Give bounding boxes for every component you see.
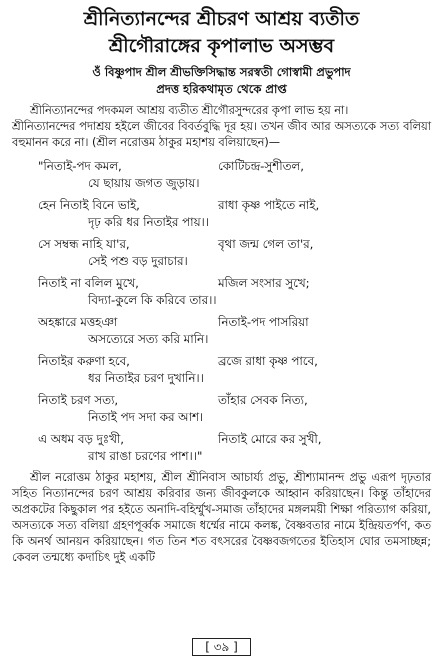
poem-line-left: অহঙ্কারে মত্তহঞা <box>38 315 118 329</box>
poem-stanza <box>12 314 431 348</box>
author-line: ওঁ বিষ্ণুপাদ শ্রীল শ্রীভক্তিসিদ্ধান্ত সরস্বতী গোস্বামী প্রভুপাদ <box>92 65 351 79</box>
intro-paragraph: শ্রীনিত্যানন্দের পদাশ্রয় হইলে জীবের বিবর্তবুদ্ধি দূর হয়। তখন জীব আর অসত্যকে সত্য বলিয়া বহুমানন করে না। (শ্রীল নরোত্তম ঠাকুর মহাশয় বলিয়াছেন)— <box>12 120 431 149</box>
article-title-line-1: শ্রীনিত্যানন্দের শ্রীচরণ আশ্রয় ব্যতীত <box>83 8 360 30</box>
article-title-line-2: শ্রীগৌরাঙ্গের কৃপালাভ অসম্ভব <box>108 35 335 57</box>
poem-line-left: নিতাইর করুণা হবে, <box>38 354 130 368</box>
intro-paragraph: শ্রীনিত্যানন্দের পদকমল আশ্রয় ব্যতীত শ্রীগৌরসুন্দরের কৃপা লাভ হয় না। <box>30 104 349 117</box>
poem-stanza <box>12 392 431 426</box>
poem-stanza <box>12 236 431 270</box>
poem-line-right: ব্রজে রাধা কৃষ্ণ পাবে, <box>218 354 318 368</box>
poem-line-left: "নিতাই-পদ কমল, <box>38 159 122 173</box>
page-number-label: [ ৩৯ ] <box>192 638 251 656</box>
intro-text <box>12 103 431 151</box>
poem-stanza <box>12 353 431 387</box>
poem-line-right: বৃথা জন্ম গেল তা'র, <box>218 237 314 251</box>
source-line: প্রদত্ত হরিকথামৃত থেকে প্রাপ্ত <box>156 82 287 96</box>
closing-text <box>12 470 431 566</box>
poem-line-center: রাখ রাঙা চরণের পাশ।।" <box>88 449 203 463</box>
poem-line-center: নিতাই পদ সদা কর আশ। <box>88 410 204 424</box>
poem-line-left: এ অধম বড় দুঃখী, <box>38 432 124 446</box>
closing-paragraph: শ্রীল নরোত্তম ঠাকুর মহাশয়, শ্রীল শ্রীনিবাস আচার্য্য প্রভু, শ্রীশ্যামানন্দ প্রভু এরূপ দৃঢ়তার সহিত নিত্যানন্দের চরণ আশ্রয় করিবার জন্য জীবকুলকে আহ্বান করিয়াছেন। কিন্তু তাঁহাদের অপ্রকটের কিছুকাল পর হইতে অনাদি-বহির্ম্মুখ-সমাজ তাঁহাদের মঙ্গলময়ী শিক্ষা পরিত্যাগ করিয়া, অসত্যকে সত্য বলিয়া গ্রহণপূর্ব্বক সমাজে ধর্ম্মের নামে কলঙ্ক, বৈষ্ণবতার নামে ইন্দ্রিয়তর্পণ, কত কি অনর্থ আনয়ন করিয়াছেন। গত তিন শত বৎসরের বৈষ্ণবজগতের ইতিহাস ঘোর তমসাচ্ছন্ন; কেবল তন্মধ্যে কদাচিৎ দুই একটি <box>12 471 431 564</box>
poem <box>12 158 431 465</box>
poem-line-right: মজিল সংসার সুখে; <box>218 276 310 290</box>
poem-line-center: বিদ্যা-কুলে কি করিবে তার।। <box>88 293 217 307</box>
poem-line-right: তাঁহার সেবক নিত্য, <box>218 393 308 407</box>
poem-line-right: রাধা কৃষ্ণ পাইতে নাই, <box>218 198 320 212</box>
poem-line-center: যে ছায়ায় জগত জুড়ায়। <box>88 176 200 190</box>
poem-line-left: নিতাই চরণ সত্য, <box>38 393 119 407</box>
poem-line-center: ধর নিতাইর চরণ দুখানি।। <box>88 371 204 385</box>
poem-line-right: কোটিচন্দ্র-সুশীতল, <box>218 159 304 173</box>
poem-line-left: হেন নিতাই বিনে ভাই, <box>38 198 140 212</box>
poem-line-center: সেই পশু বড় দুরাচার। <box>88 254 188 268</box>
poem-line-right: নিতাই-পদ পাসরিয়া <box>218 315 309 329</box>
poem-line-right: নিতাই মোরে কর সুখী, <box>218 432 322 446</box>
poem-stanza <box>12 275 431 309</box>
page-number <box>0 639 443 659</box>
poem-stanza <box>12 197 431 231</box>
poem-stanza <box>12 431 431 465</box>
poem-line-center: অসত্যেরে সত্য করি মানি। <box>88 332 209 346</box>
poem-line-left: সে সম্বন্ধ নাহি যা'র, <box>38 237 130 251</box>
poem-line-center: দৃঢ় করি ধর নিতাইর পায়।। <box>88 215 209 229</box>
poem-stanza <box>12 158 431 192</box>
poem-line-left: নিতাই না বলিল মুখে, <box>38 276 139 290</box>
